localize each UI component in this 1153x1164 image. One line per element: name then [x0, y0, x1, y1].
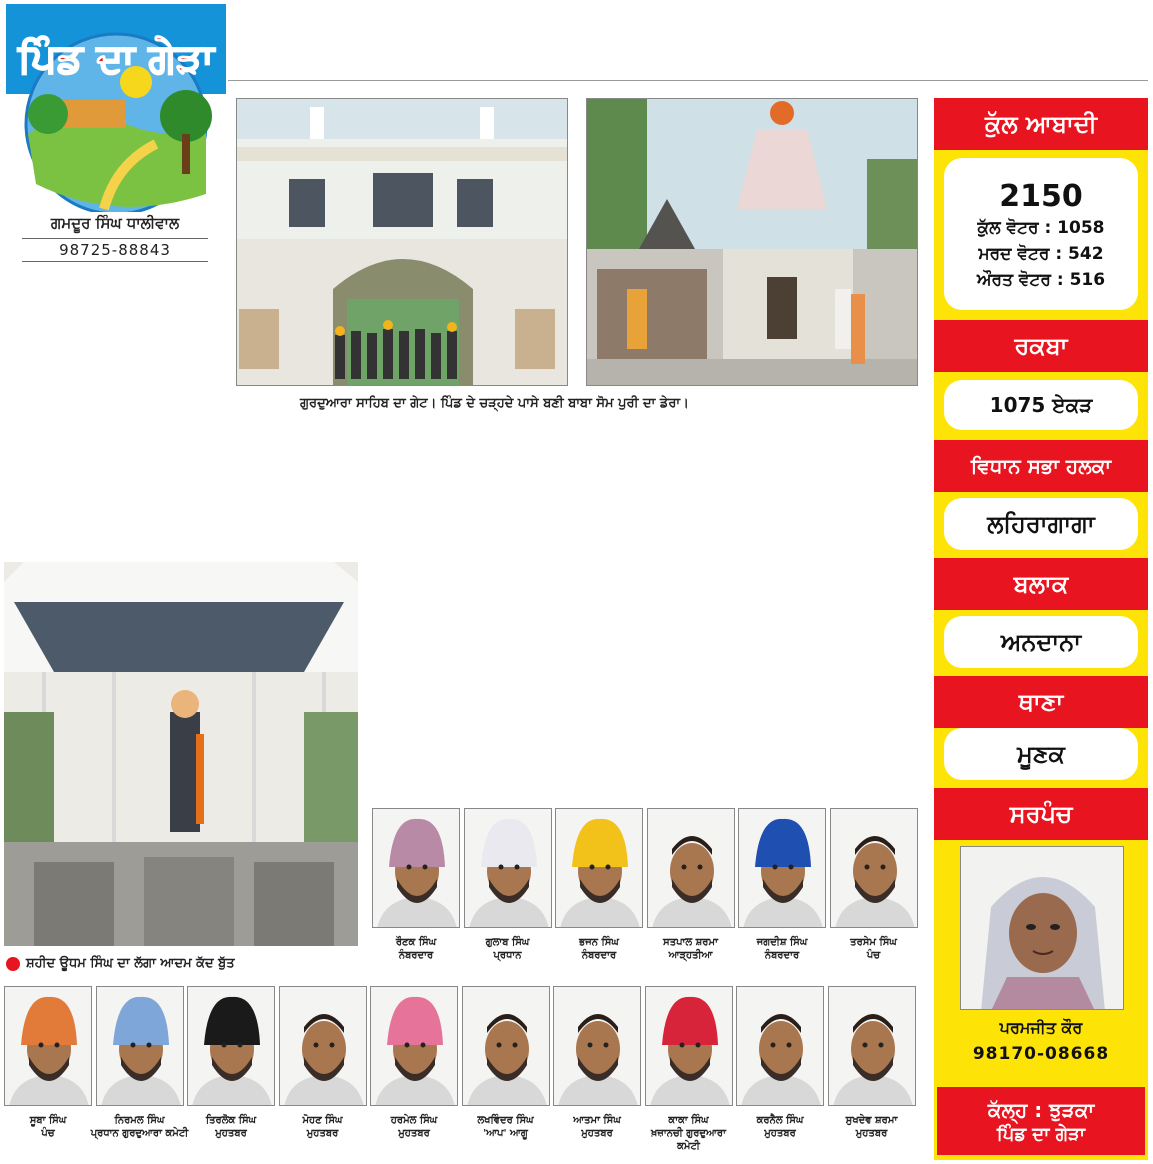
portrait-caption: [458, 936, 558, 962]
block-value: ਅਨਦਾਨਾ: [1000, 628, 1082, 656]
person-role: ਪੰਚ: [866, 950, 881, 961]
portrait-photo: [279, 986, 367, 1106]
reporter-name: ਗਮਦੂਰ ਸਿੰਘ ਧਾਲੀਵਾਲ: [50, 214, 180, 232]
person-role: ਨੰਬਰਦਾਰ: [398, 950, 434, 961]
police-station-heading: ਥਾਣਾ: [934, 676, 1148, 728]
logo-title-text: ਪਿੰਡ ਦਾ ਗੇੜਾ: [18, 36, 214, 82]
person-name: ਰੌਣਕ ਸਿੰਘ: [395, 937, 437, 948]
population-value: 2150: [999, 178, 1083, 214]
series-name-line: ਪਿੰਡ ਦਾ ਗੇੜਾ: [996, 1123, 1086, 1145]
portrait-caption: [0, 1114, 98, 1140]
person-role: ਆੜ੍ਹਤੀਆ: [668, 950, 713, 961]
reporter-phone: 98725-88843: [22, 238, 208, 262]
person-name: ਸਤਪਾਲ ਸ਼ਰਮਾ: [663, 937, 718, 948]
portrait-photo: [370, 986, 458, 1106]
person-role: ਮੁਹਤਬਰ: [581, 1128, 613, 1139]
police-station-box: [944, 728, 1138, 780]
constituency-heading: ਵਿਧਾਨ ਸਭਾ ਹਲਕਾ: [934, 440, 1148, 492]
red-bullet: [6, 957, 20, 971]
sarpanch-name: ਪਰਮਜੀਤ ਕੌਰ: [999, 1018, 1083, 1037]
next-village-line: ਕੱਲ੍ਹ : ਝੁੜਕਾ: [987, 1097, 1095, 1122]
portrait-caption: [822, 1114, 922, 1140]
area-value: 1075 ਏਕੜ: [989, 393, 1093, 417]
portrait-caption: [641, 936, 741, 962]
portrait-photo: [462, 986, 550, 1106]
person-role: ਨੰਬਰਦਾਰ: [764, 950, 800, 961]
area-heading: ਰਕਬਾ: [934, 320, 1148, 372]
portrait-photo: [372, 808, 460, 928]
person-role: ਪੰਚ: [41, 1128, 55, 1139]
portrait-caption: [364, 1114, 464, 1140]
person-role: ਖ਼ਜ਼ਾਨਚੀ ਗੁਰਦੁਆਰਾ ਕਮੇਟੀ: [651, 1128, 726, 1152]
person-name: ਆਤਮਾ ਸਿੰਘ: [573, 1115, 621, 1126]
gurdwara-photo: [236, 98, 568, 386]
person-name: ਨਿਰਮਲ ਸਿੰਘ: [114, 1115, 165, 1126]
person-role: ਪ੍ਰਧਾਨ ਗੁਰਦੁਆਰਾ ਕਮੇਟੀ: [90, 1128, 189, 1139]
person-name: ਹਰਮੇਲ ਸਿੰਘ: [390, 1115, 438, 1126]
person-name: ਸੂਬਾ ਸਿੰਘ: [29, 1115, 67, 1126]
portrait-photo: [187, 986, 275, 1106]
portrait-caption: [456, 1114, 556, 1140]
village-facts-sidebar: [934, 98, 1148, 1160]
portrait-photo: [555, 808, 643, 928]
person-name: ਲਖਵਿੰਦਰ ਸਿੰਘ: [477, 1115, 534, 1126]
population-heading: ਕੁੱਲ ਆਬਾਦੀ: [934, 98, 1148, 150]
dera-photo: [586, 98, 918, 386]
statue-photo: [4, 562, 358, 946]
portrait-photo: [464, 808, 552, 928]
portrait-photo: [553, 986, 641, 1106]
person-role: ਮੁਹਤਬਰ: [398, 1128, 430, 1139]
block-heading: ਬਲਾਕ: [934, 558, 1148, 610]
person-role: ਮੁਹਤਬਰ: [764, 1128, 796, 1139]
portrait-caption: [549, 936, 649, 962]
person-role: ਨੰਬਰਦਾਰ: [581, 950, 617, 961]
portrait-photo: [736, 986, 824, 1106]
portrait-caption: [181, 1114, 281, 1140]
portrait-photo: [4, 986, 92, 1106]
masthead-rule: [228, 80, 1148, 81]
portrait-caption: [732, 936, 832, 962]
portrait-caption: [366, 936, 466, 962]
person-role: ਪ੍ਰਧਾਨ: [493, 950, 522, 961]
person-name: ਸੁਖਦੇਵ ਸ਼ਰਮਾ: [845, 1115, 898, 1126]
person-name: ਜਗਦੀਸ਼ ਸਿੰਘ: [756, 937, 808, 948]
person-name: ਕਰਨੈਲ ਸਿੰਘ: [756, 1115, 804, 1126]
next-village-box: [934, 1084, 1148, 1158]
person-role: ਮੁਹਤਬਰ: [855, 1128, 888, 1139]
portrait-caption: [273, 1114, 373, 1140]
village-logo: [6, 4, 226, 212]
statue-caption: ਸ਼ਹੀਦ ਊਧਮ ਸਿੰਘ ਦਾ ਲੱਗਾ ਆਦਮ ਕੱਦ ਬੁੱਤ: [26, 956, 235, 971]
person-name: ਭਜਨ ਸਿੰਘ: [579, 937, 619, 948]
police-station-value: ਮੂਣਕ: [1017, 740, 1065, 768]
portrait-photo: [830, 808, 918, 928]
reporter-byline: [22, 214, 208, 262]
area-box: [944, 380, 1138, 430]
portrait-caption: [547, 1114, 647, 1140]
portrait-photo: [645, 986, 733, 1106]
constituency-box: [944, 498, 1138, 550]
male-voters: ਮਰਦ ਵੋਟਰ : 542: [978, 243, 1104, 264]
portrait-photo: [647, 808, 735, 928]
portrait-caption: [824, 936, 924, 962]
person-name: ਤਿਰਲੋਕ ਸਿੰਘ: [205, 1115, 257, 1126]
portrait-photo: [738, 808, 826, 928]
female-voters: ਔਰਤ ਵੋਟਰ : 516: [976, 269, 1106, 290]
constituency-value: ਲਹਿਰਾਗਾਗਾ: [987, 510, 1095, 538]
total-voters: ਕੁੱਲ ਵੋਟਰ : 1058: [977, 217, 1105, 238]
population-box: [944, 158, 1138, 310]
person-name: ਕਾਕਾ ਸਿੰਘ: [668, 1115, 709, 1126]
person-role: ਮੁਹਤਬਰ: [215, 1128, 247, 1139]
portrait-caption: [730, 1114, 830, 1140]
portrait-photo: [96, 986, 184, 1106]
sarpanch-photo: [960, 846, 1124, 1010]
temple-photos-caption: ਗੁਰਦੁਆਰਾ ਸਾਹਿਬ ਦਾ ਗੇਟ। ਪਿੰਡ ਦੇ ਚੜ੍ਹਦੇ ਪਾਸੇ ਬਣੀ ਬਾਬਾ ਸੋਮ ਪੁਰੀ ਦਾ ਡੇਰਾ।: [300, 396, 689, 411]
person-name: ਗੁਲਾਬ ਸਿੰਘ: [485, 937, 530, 948]
sarpanch-heading: ਸਰਪੰਚ: [934, 788, 1148, 840]
person-role: ਮੁਹਤਬਰ: [306, 1128, 339, 1139]
portrait-photo: [828, 986, 916, 1106]
sarpanch-phone: 98170-08668: [972, 1044, 1110, 1064]
portrait-caption: [639, 1114, 739, 1153]
portrait-caption: [90, 1114, 190, 1140]
block-box: [944, 616, 1138, 668]
person-role: 'ਆਪ' ਆਗੂ: [483, 1128, 528, 1139]
person-name: ਤਰਸੇਮ ਸਿੰਘ: [850, 937, 897, 948]
person-name: ਮੋਹਣ ਸਿੰਘ: [302, 1115, 343, 1126]
